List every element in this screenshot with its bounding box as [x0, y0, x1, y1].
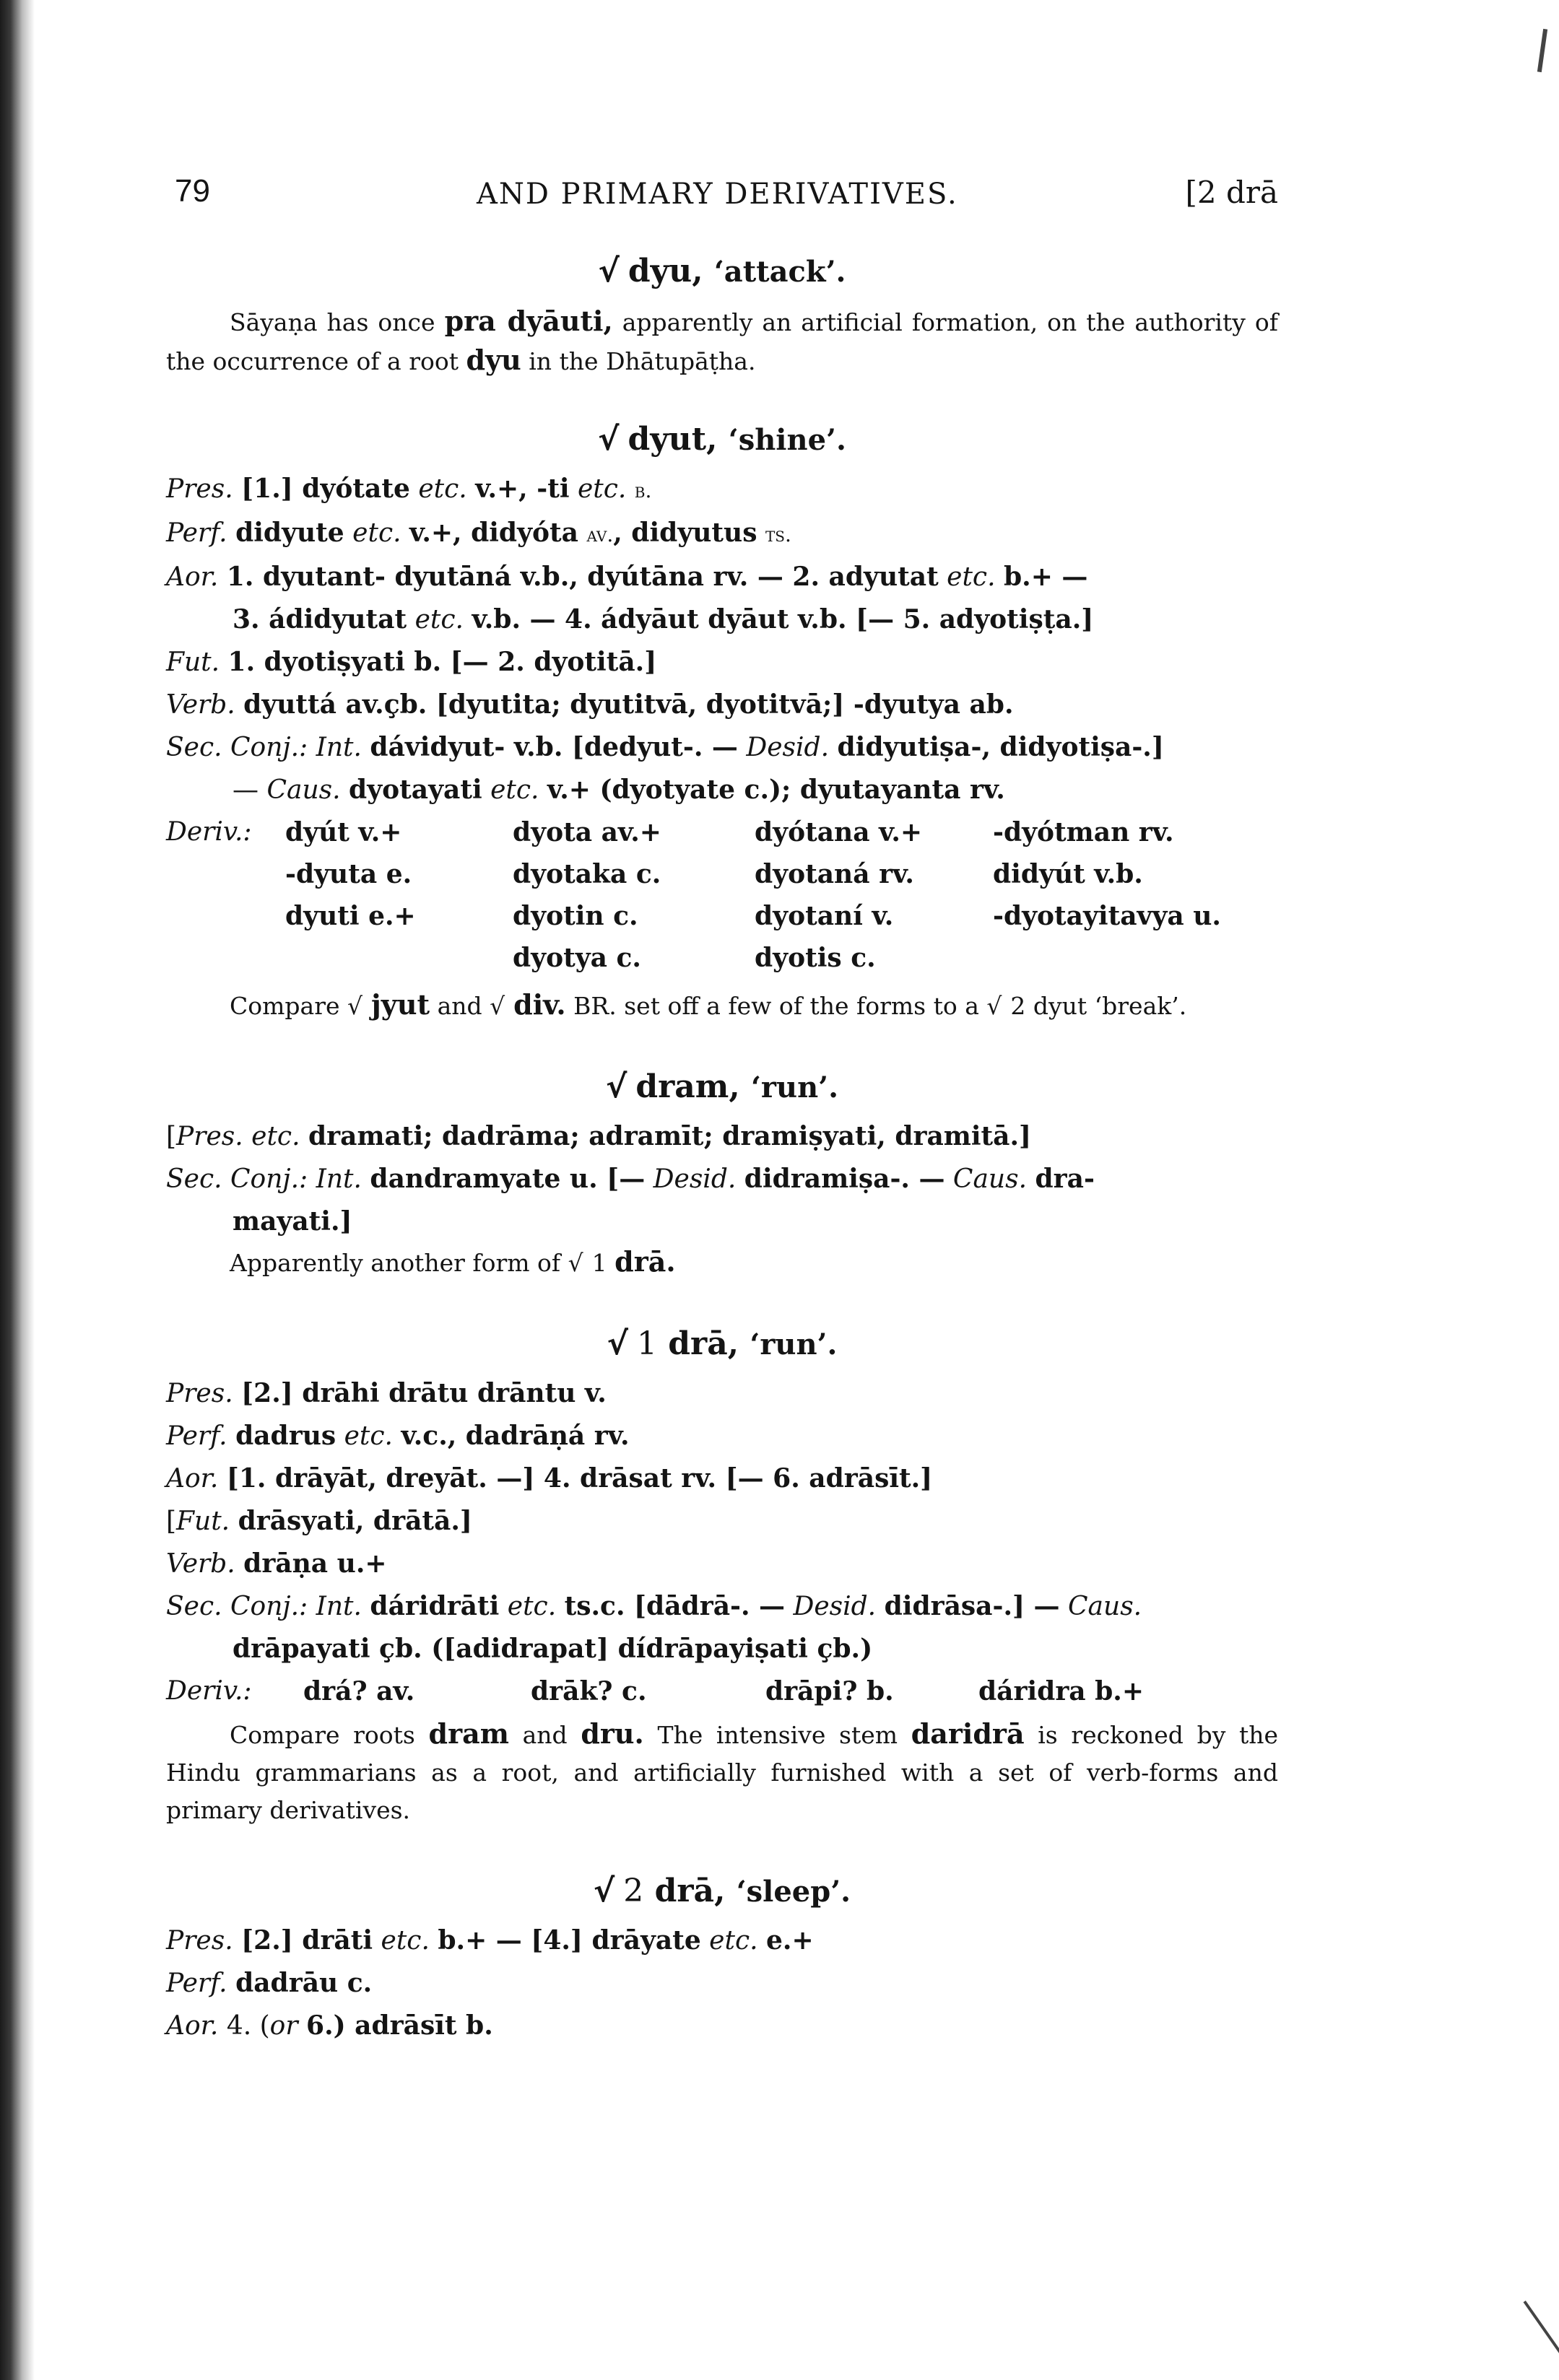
- deriv-label: Deriv.:: [166, 817, 252, 847]
- deriv-label: Deriv.:: [166, 1676, 252, 1706]
- perf-line: Perf. dadrus etc. v.c., dadrāṇá rv.: [166, 1421, 630, 1451]
- pres-line: Pres. [1.] dyótate etc. v.+, -ti etc. b.: [166, 474, 652, 504]
- paragraph: Sāyaṇa has once pra dyāuti, apparently an artificial formation, on the authority of the occurrence of a root dyu in the Dhātupāṭha.: [166, 305, 1278, 376]
- root-sign-icon: √: [593, 1873, 615, 1909]
- verb-line: Verb. drāṇa u.+: [166, 1548, 387, 1579]
- entry-dyu: [166, 253, 1278, 380]
- root-heading: √ dyut, ‘shine’.: [598, 421, 846, 458]
- compare-note: Compare roots dram and dru. The intensive stem daridrā is reckoned by the Hindu grammarians as a root, and artificially furnished with a set of verb-forms and primary derivatives.: [166, 1717, 1279, 1824]
- scan-edge: [0, 0, 35, 2380]
- sec-conj-line: Sec. Conj.: Int. dandramyate u. [— Desid. didramiṣa-. — Caus. dra-: [166, 1164, 1095, 1194]
- derivatives-table: [166, 811, 1278, 979]
- deriv-item: dyotin c.: [513, 901, 638, 931]
- aor-line: Aor. 4. (or 6.) adrāsīt b.: [166, 2010, 493, 2041]
- perf-line: Perf. dadrāu c.: [166, 1968, 373, 1998]
- root-sign-icon: √: [490, 992, 505, 1020]
- root-heading: √ dram, ‘run’.: [605, 1068, 839, 1105]
- pres-line: [Pres. etc. dramati; dadrāma; adramīt; dramiṣyati, dramitā.]: [166, 1121, 1032, 1151]
- deriv-item: dáridra b.+: [978, 1676, 1145, 1706]
- entry-dram: [166, 1068, 1278, 1282]
- root-sign-icon: √: [605, 1068, 627, 1105]
- deriv-item: -dyótman rv.: [993, 817, 1174, 847]
- deriv-item: dyótana v.+: [755, 817, 923, 847]
- deriv-item: dyotya c.: [513, 943, 641, 973]
- deriv-item: dyotaka c.: [513, 859, 661, 889]
- running-head: [166, 173, 1278, 224]
- deriv-item: dyotaná rv.: [755, 859, 914, 889]
- deriv-item: didyút v.b.: [993, 859, 1143, 889]
- root-heading: √ dyu, ‘attack’.: [598, 253, 846, 289]
- entry-dyut: [166, 421, 1278, 1025]
- compare-note: Compare √ jyut and √ div. BR. set off a few of the forms to a √ 2 dyut ‘break’.: [230, 988, 1187, 1021]
- root-sign-icon: √: [568, 1249, 583, 1277]
- root-sign-icon: √: [598, 253, 620, 289]
- deriv-item: drá? av.: [303, 1676, 415, 1706]
- caus-line: — Caus. dyotayati etc. v.+ (dyotyate c.); dyutayanta rv.: [233, 775, 1005, 805]
- root-heading: √ 1 drā, ‘run’.: [607, 1325, 838, 1362]
- deriv-item: -dyuta e.: [285, 859, 412, 889]
- aor-line: Aor. 1. dyutant- dyutāná v.b., dyútāna rv. — 2. adyutat etc. b.+ —: [166, 562, 1088, 592]
- deriv-item: dyotis c.: [755, 943, 876, 973]
- root-sign-icon: √: [607, 1325, 628, 1362]
- deriv-item: dyút v.+: [285, 817, 402, 847]
- root-heading: √ 2 drā, ‘sleep’.: [593, 1873, 851, 1909]
- deriv-item: -dyotayitavya u.: [993, 901, 1221, 931]
- deriv-item: dyuti e.+: [285, 901, 416, 931]
- derivatives-row: [166, 1670, 1278, 1712]
- fut-line: [Fut. drāsyati, drātā.]: [166, 1506, 472, 1536]
- verb-line: Verb. dyuttá av.çb. [dyutita; dyutitvā, dyotitvā;] -dyutya ab.: [166, 689, 1014, 720]
- deriv-item: drāpi? b.: [765, 1676, 894, 1706]
- running-title: AND PRIMARY DERIVATIVES.: [477, 178, 958, 211]
- deriv-item: dyotaní v.: [755, 901, 894, 931]
- pres-line: Pres. [2.] drāti etc. b.+ — [4.] drāyate etc. e.+: [166, 1925, 814, 1956]
- page-number: 79: [175, 173, 210, 209]
- note: Apparently another form of √ 1 drā.: [230, 1245, 676, 1278]
- aor-line: Aor. [1. drāyāt, dreyāt. —] 4. drāsat rv. [— 6. adrāsīt.]: [166, 1463, 933, 1494]
- entry-dra-2: [166, 1873, 1278, 2047]
- perf-line: Perf. didyute etc. v.+, didyóta av., didyutus ts.: [166, 518, 791, 548]
- page-body: [166, 173, 1278, 2047]
- deriv-item: dyota av.+: [513, 817, 661, 847]
- pres-line: Pres. [2.] drāhi drātu drāntu v.: [166, 1378, 607, 1408]
- root-sign-icon: √: [598, 421, 620, 458]
- deriv-item: drāk? c.: [531, 1676, 647, 1706]
- root-sign-icon: √: [986, 992, 1002, 1020]
- entry-dra-1: [166, 1325, 1278, 1829]
- sec-conj-line: Sec. Conj.: Int. dávidyut- v.b. [dedyut-. — Desid. didyutiṣa-, didyotiṣa-.]: [166, 732, 1164, 762]
- fut-line: Fut. 1. dyotiṣyati b. [— 2. dyotitā.]: [166, 647, 657, 677]
- scan-mark: [1537, 29, 1547, 72]
- scan-mark: [1524, 2301, 1559, 2355]
- sec-conj-cont: drāpayati çb. ([adidrapat] dídrāpayiṣati çb.): [233, 1634, 873, 1664]
- sec-conj-line: Sec. Conj.: Int. dáridrāti etc. ts.c. [dādrā-. — Desid. didrāsa-.] — Caus.: [166, 1591, 1142, 1621]
- sec-conj-cont: mayati.]: [233, 1206, 352, 1237]
- root-sign-icon: √: [347, 992, 363, 1020]
- aor-line-cont: 3. ádidyutat etc. v.b. — 4. ádyāut dyāut v.b. [— 5. adyotiṣṭa.]: [233, 604, 1094, 635]
- running-tag: [2 drā: [1185, 175, 1278, 210]
